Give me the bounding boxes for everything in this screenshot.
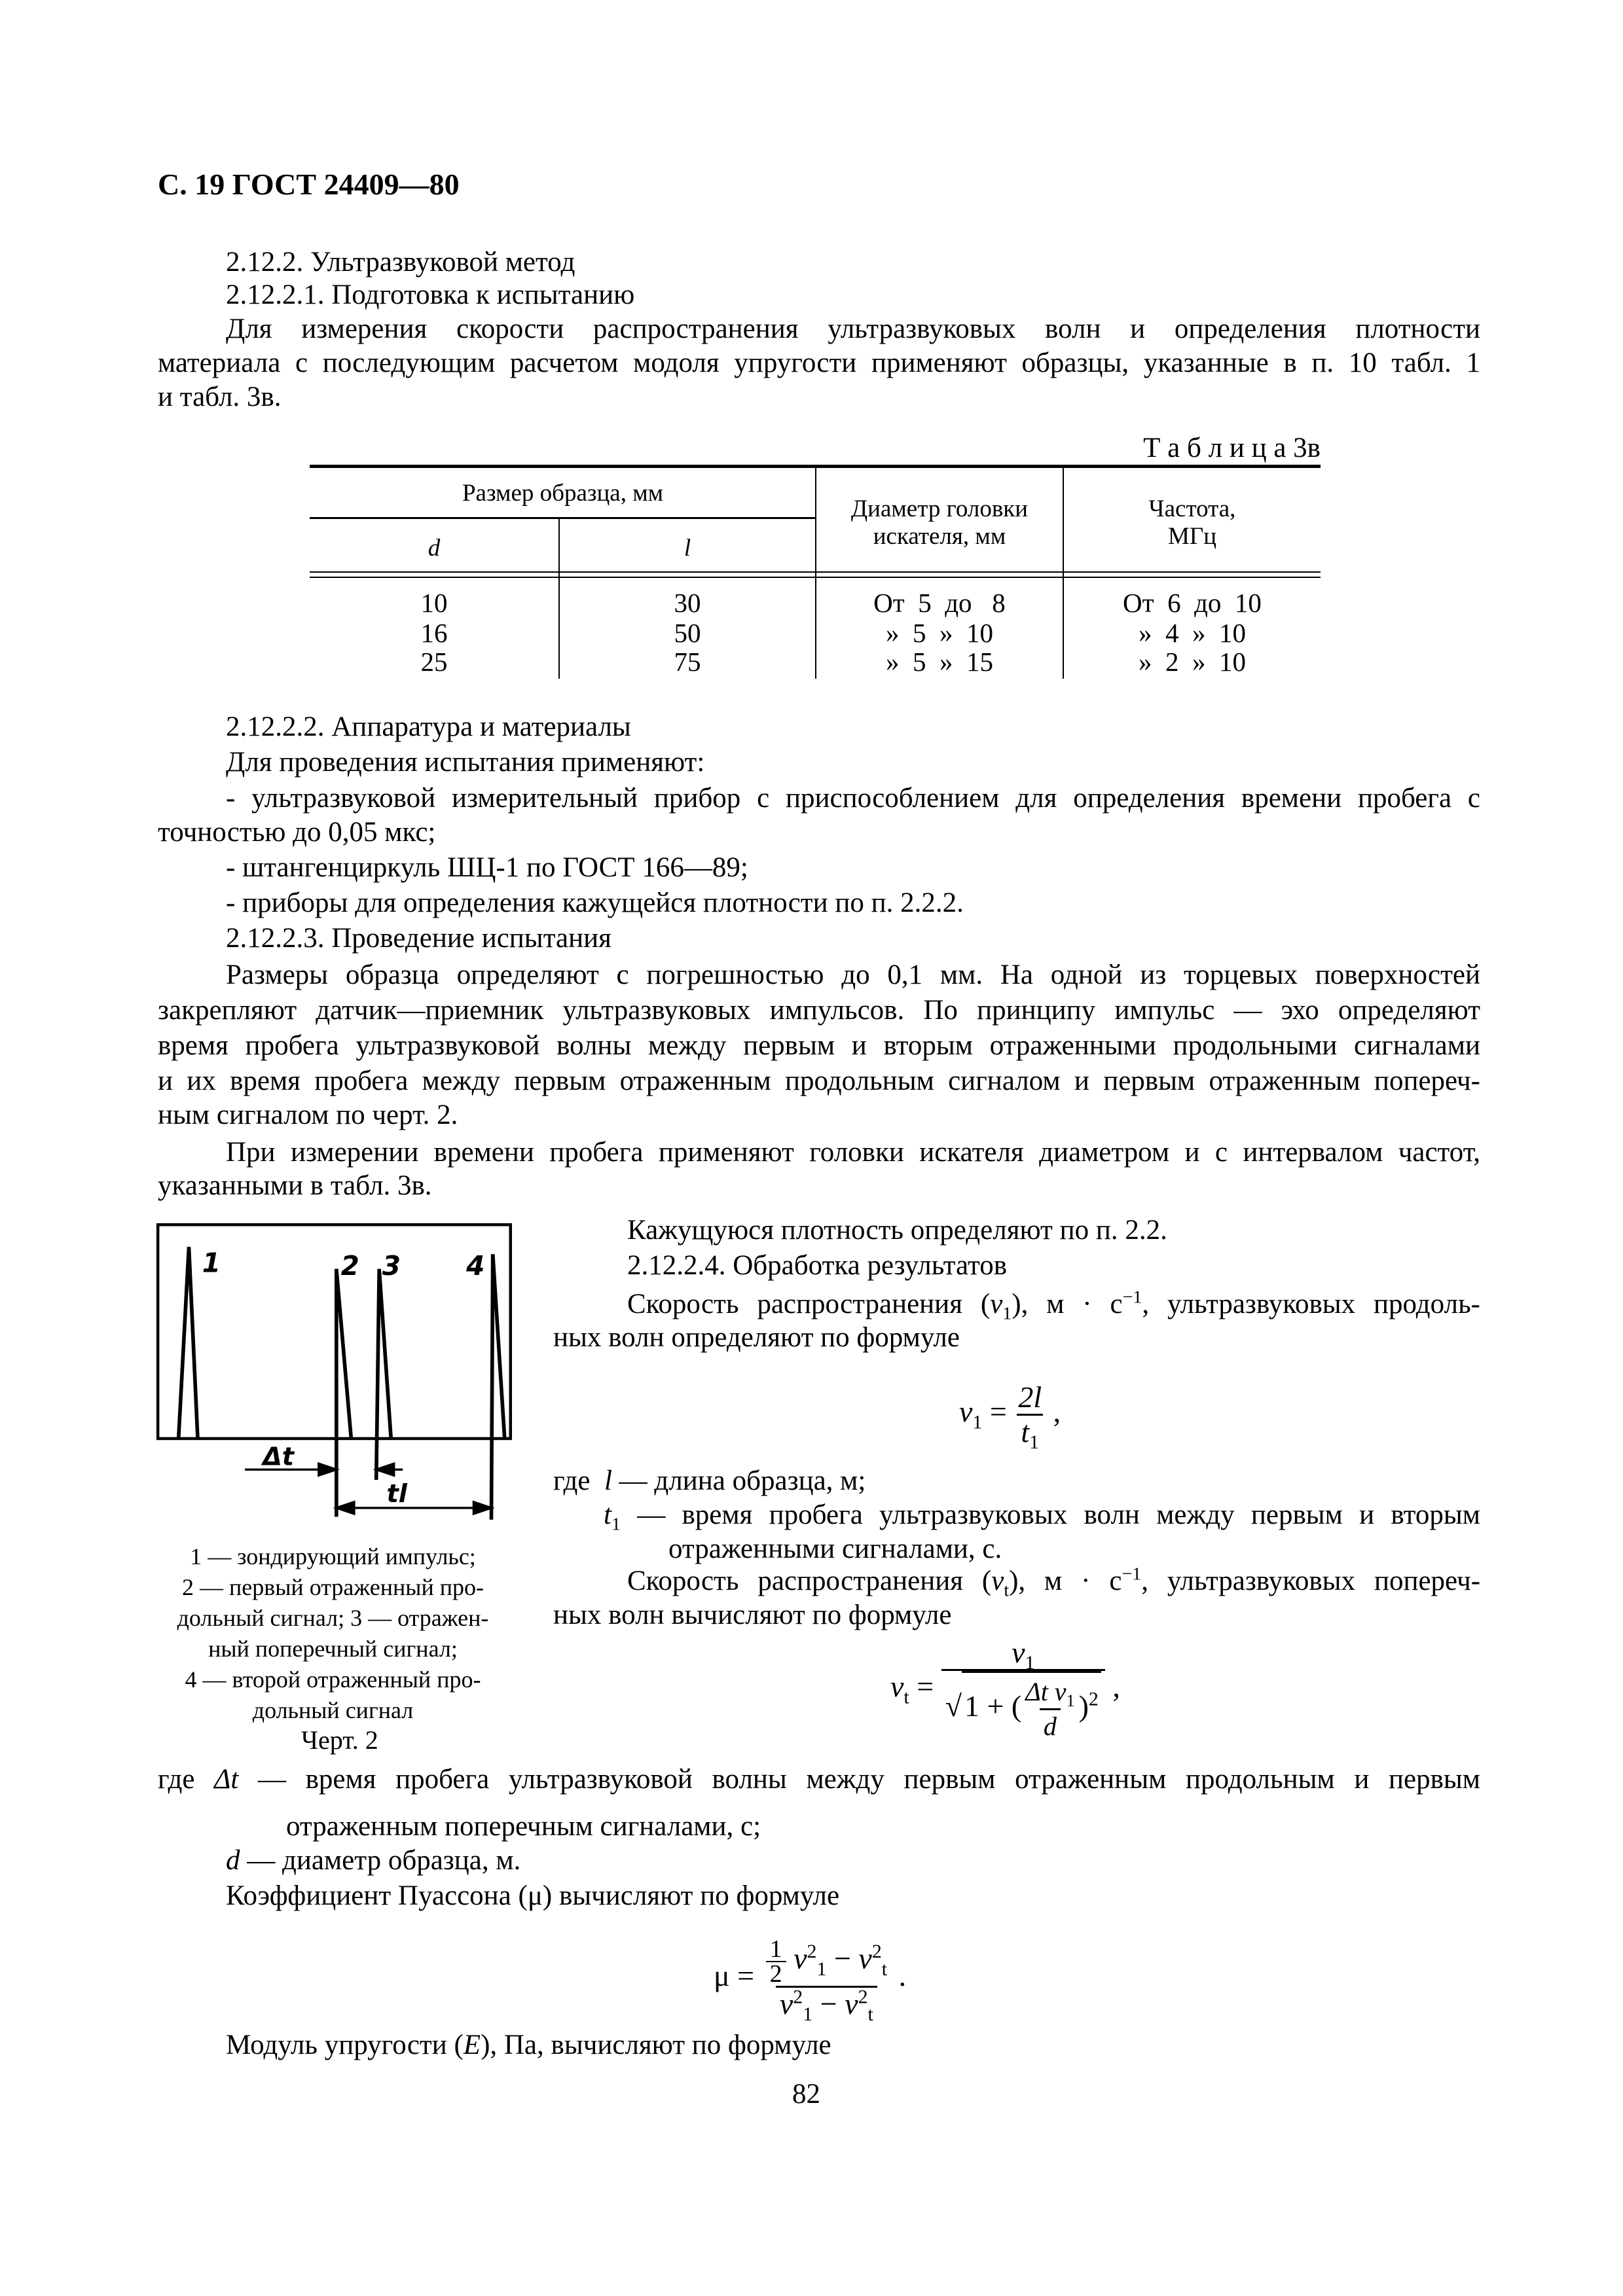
paragraph-line: Скорость распространения $(v_t)$, $м \cdot с^{-1}$, ультразвуковых попереч- — [627, 1564, 1480, 1600]
paragraph-line: ным сигналом по черт. 2. — [158, 1100, 458, 1130]
paragraph-line: закрепляют датчик—приемник ультразвуковых импульсов. По принципу импульс — эхо определяют — [158, 995, 1480, 1026]
table-cell: » 4 » 10 — [1139, 618, 1246, 648]
section-heading: 2.12.2.4. Обработка результатов — [627, 1250, 1007, 1281]
paragraph-line: ных волн определяют по формуле — [553, 1322, 960, 1353]
table-cell: От 5 до 8 — [873, 588, 1006, 618]
figure-caption-line: 1 — зондирующий импульс; — [190, 1543, 476, 1570]
table-cell: » 5 » 10 — [886, 618, 993, 648]
paragraph-line: Коэффициент Пуассона (μ) вычисляют по формуле — [226, 1880, 840, 1911]
paragraph-line: материала с последующим расчетом модоля упругости применяют образцы, указанные в п. 10 табл. 1 — [158, 348, 1480, 378]
page-number: 82 — [792, 2079, 820, 2109]
paragraph-line: Скорость распространения $(v_1)$, $м \cdot с^{-1}$, ультразвуковых продоль- — [627, 1287, 1480, 1323]
table-cell: 50 — [674, 618, 701, 648]
column-group-header: Размер образца, мм — [462, 480, 664, 507]
paragraph-line: Размеры образца определяют с погрешностью до 0,1 мм. На одной из торцевых поверхностей — [226, 960, 1480, 990]
document-header: С. 19 ГОСТ 24409—80 — [158, 168, 460, 201]
tl-label: tl — [386, 1479, 407, 1509]
paragraph-line: и их время пробега между первым отраженным продольным сигналом и первым отраженным попереч- — [158, 1066, 1480, 1096]
pulse-4 — [491, 1254, 504, 1520]
pulse-1 — [179, 1247, 198, 1439]
definition-line: где Δt — время пробега ультразвуковой волны между первым отраженным продольным и первым — [158, 1764, 1480, 1795]
table-cell: 25 — [420, 647, 448, 677]
definition-line: отраженным поперечным сигналами, с; — [286, 1811, 761, 1842]
figure-caption-line: дольный сигнал — [252, 1697, 414, 1723]
table-caption: Т а б л и ц а 3в — [1143, 433, 1321, 463]
formula-poisson: μ = $\frac{1}{2}$ $v^2_1 - v^2_t$ $v^2_1 - v^2_t$ . — [714, 1935, 907, 2026]
paragraph-line: - приборы для определения кажущейся плотности по п. 2.2.2. — [226, 888, 964, 918]
definition-line: где l — длина образца, м; — [553, 1465, 866, 1496]
table-cell: » 2 » 10 — [1139, 647, 1246, 677]
paragraph-line: При измерении времени пробега применяют головки искателя диаметром и с интервалом частот, — [226, 1137, 1480, 1168]
pulse-label: 2 — [340, 1249, 359, 1282]
paragraph-line: ных волн вычисляют по формуле — [553, 1600, 952, 1630]
paragraph-line: Кажущуюся плотность определяют по п. 2.2. — [627, 1215, 1167, 1246]
formula-v1: $v_1$ = $\frac{2l}{t_1}$ , — [959, 1380, 1061, 1454]
paragraph-line: - ультразвуковой измерительный прибор с приспособлением для определения времени пробега с — [226, 783, 1480, 814]
formula-vt: $v_t$ = $v_1$ √1 + ( $\frac{\Delta t v_1}{d}$ )$^2$ , — [890, 1636, 1120, 1743]
table-cell: 30 — [674, 588, 701, 618]
section-heading: 2.12.2. Ультразвуковой метод — [226, 247, 575, 278]
table-cell: От 6 до 10 — [1123, 588, 1262, 618]
section-heading: 2.12.2.1. Подготовка к испытанию — [226, 279, 635, 310]
pulse-label: 1 — [202, 1247, 221, 1279]
paragraph-line: - штангенциркуль ШЦ-1 по ГОСТ 166—89; — [226, 852, 748, 883]
paragraph-line: точностью до 0,05 мкс; — [158, 817, 436, 848]
column-header-l: l — [684, 535, 691, 562]
figure-title: Черт. 2 — [301, 1725, 378, 1755]
table-cell: » 5 » 15 — [886, 647, 993, 677]
table-cell: 75 — [674, 647, 701, 677]
section-heading: 2.12.2.2. Аппаратура и материалы — [226, 711, 631, 742]
paragraph-line: и табл. 3в. — [158, 382, 282, 412]
column-header-d: d — [428, 535, 441, 562]
column-header-frequency: МГц — [1167, 523, 1217, 550]
figure-caption-line: дольный сигнал; 3 — отражен- — [177, 1605, 489, 1631]
pulse-label: 3 — [382, 1249, 401, 1282]
definition-line: d — диаметр образца, м. — [226, 1845, 521, 1876]
table-cell: 10 — [420, 588, 448, 618]
figure-caption-line: ный поперечный сигнал; — [208, 1636, 458, 1662]
column-header-diameter: Диаметр головки — [850, 495, 1029, 522]
paragraph-line: Для измерения скорости распространения ультразвуковых волн и определения плотности — [226, 314, 1480, 344]
definition-line: отраженными сигналами, с. — [668, 1534, 1002, 1564]
pulse-label: 4 — [466, 1249, 485, 1282]
table-cell: 16 — [420, 618, 448, 648]
tl-dimension — [337, 1502, 492, 1514]
figure-caption-line: 2 — первый отраженный про- — [182, 1574, 484, 1600]
column-header-frequency: Частота, — [1148, 495, 1236, 522]
definition-line: $t_1$ — время пробега ультразвуковых волн между первым и вторым — [604, 1499, 1480, 1534]
paragraph-line: Модуль упругости (E), Па, вычисляют по формуле — [226, 2030, 831, 2060]
paragraph-line: Для проведения испытания применяют: — [226, 747, 705, 778]
pulse-3 — [376, 1269, 392, 1480]
delta-t-label: Δt — [263, 1442, 295, 1472]
paragraph-line: время пробега ультразвуковой волны между первым и вторым отраженными продольными сигналами — [158, 1030, 1480, 1061]
pulse-2 — [337, 1269, 352, 1517]
column-header-diameter: искателя, мм — [873, 523, 1006, 550]
paragraph-line: указанными в табл. 3в. — [158, 1170, 432, 1201]
figure-caption-line: 4 — второй отраженный про- — [185, 1666, 481, 1693]
section-heading: 2.12.2.3. Проведение испытания — [226, 923, 611, 954]
